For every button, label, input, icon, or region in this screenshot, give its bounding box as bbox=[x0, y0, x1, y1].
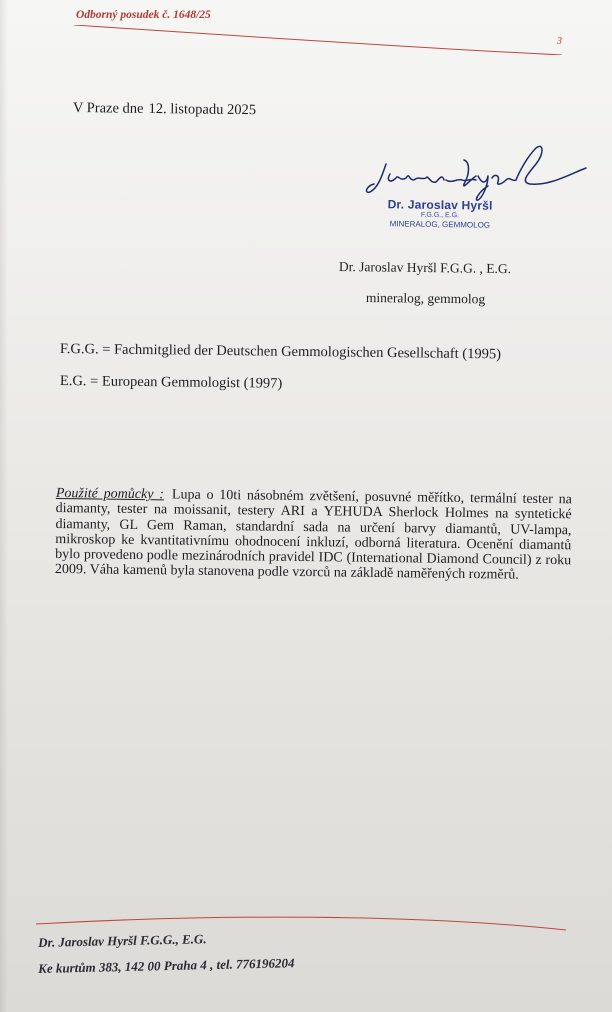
footer-address: Ke kurtům 383, 142 00 Praha 4 , tel. 776196204 bbox=[38, 955, 295, 976]
signature-stamp bbox=[372, 197, 508, 230]
binding-shadow bbox=[0, 0, 8, 1012]
signer-name: Dr. Jaroslav Hyršl F.G.G. , E.G. bbox=[338, 259, 512, 277]
signer-role: mineralog, gemmolog bbox=[365, 290, 486, 307]
page-number: 3 bbox=[557, 36, 562, 47]
stamp-profession: MINERALOG, GEMMOLOG bbox=[389, 219, 491, 230]
header-title: Odborný posudek č. 1648/25 bbox=[76, 9, 211, 21]
stamp-name: Dr. Jaroslav Hyršl bbox=[387, 197, 493, 213]
abbreviation-eg: E.G. = European Gemmologist (1997) bbox=[59, 373, 283, 392]
header-rule bbox=[74, 25, 562, 55]
tools-paragraph bbox=[55, 486, 572, 584]
place-label: V Praze dne bbox=[72, 100, 144, 117]
footer-name: Dr. Jaroslav Hyršl F.G.G., E.G. bbox=[38, 931, 207, 950]
abbreviation-fgg: F.G.G. = Fachmitglied der Deutschen Gemmologischen Gesellschaft (1995) bbox=[59, 341, 502, 363]
tools-label: Použité pomůcky : bbox=[55, 486, 165, 503]
stamp-abbreviations: F.G.G., E.G. bbox=[420, 211, 460, 220]
document-date: 12. listopadu 2025 bbox=[148, 100, 257, 119]
place-date bbox=[73, 100, 256, 119]
tools-text: Lupa o 10ti násobném zvětšení, posuvné měřítko, termální tester na diamanty, tester na moissanit, testery ARI a YEHUDA Sherlock Holmes na syntetické diamanty, GL Gem Raman, standardní sada na určení barvy diamantů, UV-lampa, mikroskop ke kvantitativnímu ohodnocení inkluzí, odborná literatura. Ocenění diamantů bylo provedeno podle mezinárodních pravidel IDC (International Diamond Council) z roku 2009. Váha kamenů byla stanovena podle vzorců na základě naměřených rozměrů. bbox=[54, 487, 572, 584]
